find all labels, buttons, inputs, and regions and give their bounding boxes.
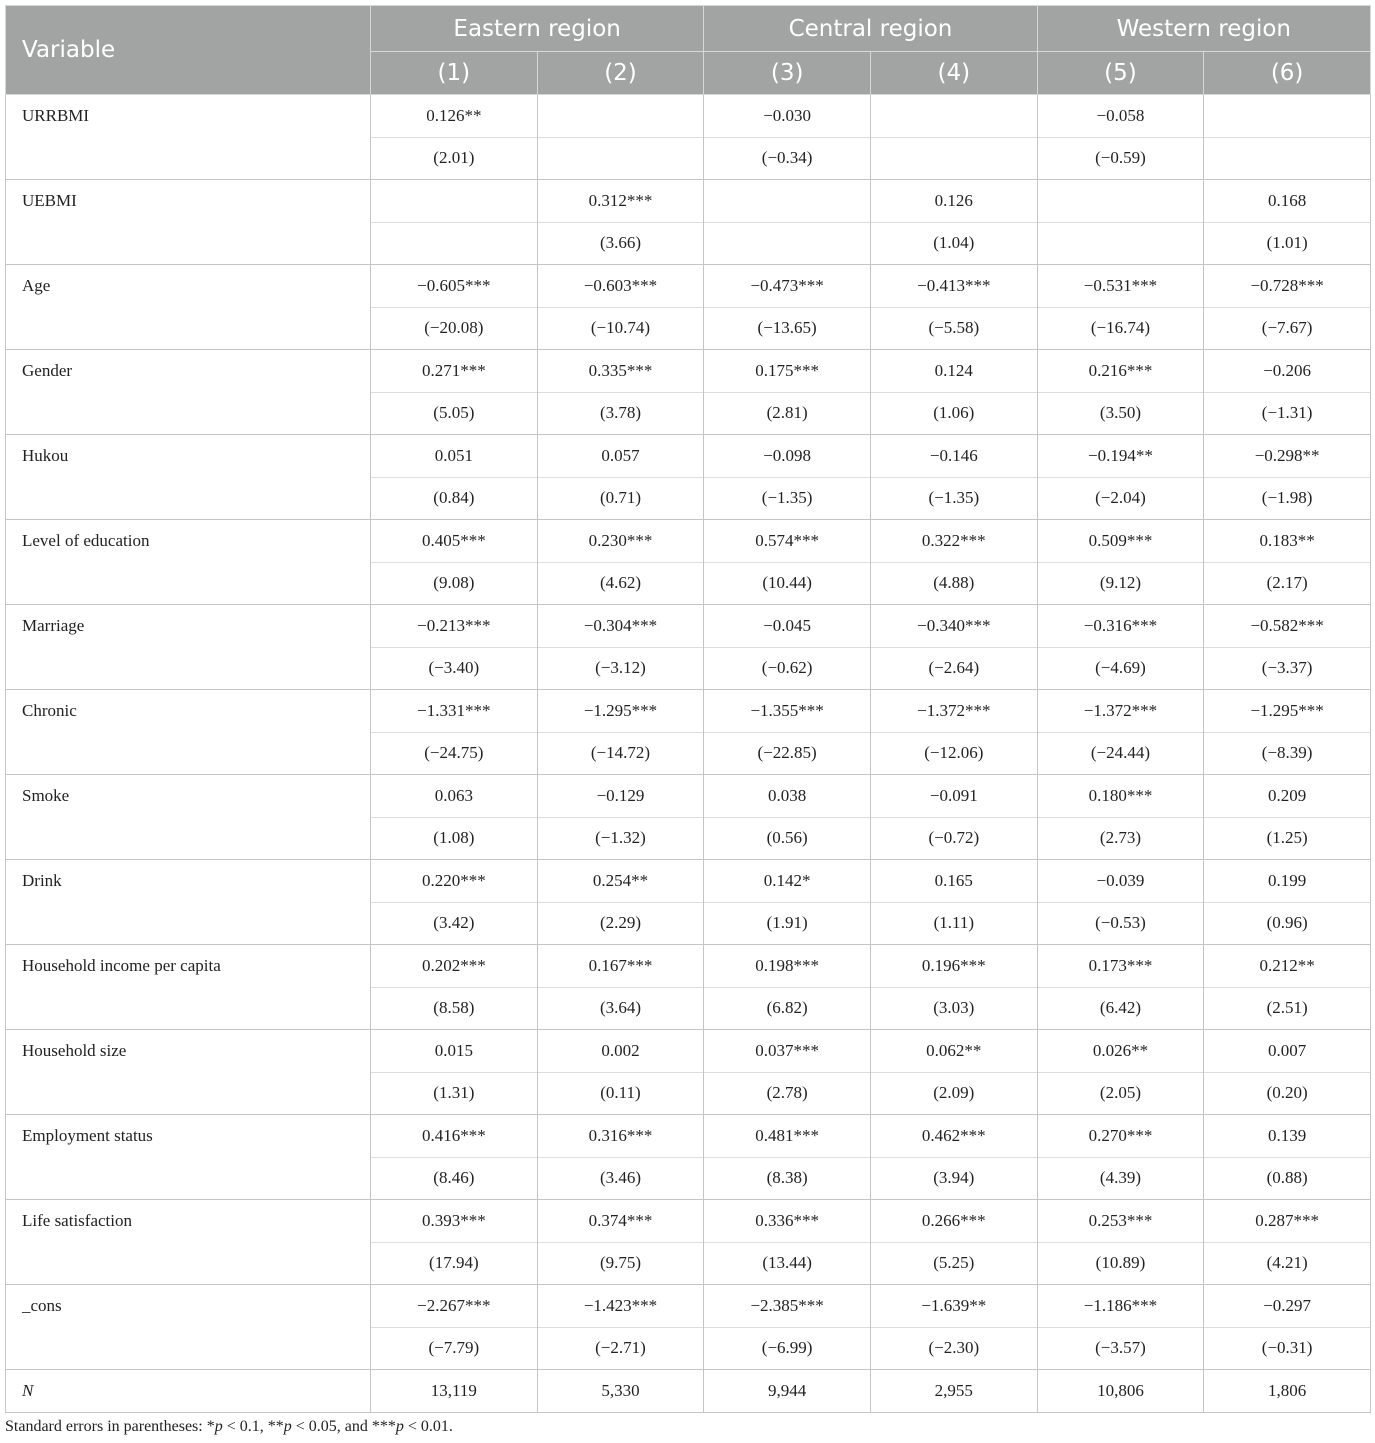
statistic-cell: (9.08) bbox=[371, 562, 538, 605]
statistic-cell: (3.78) bbox=[537, 392, 704, 435]
coefficient-cell: −0.316*** bbox=[1037, 605, 1204, 648]
statistic-cell: (−5.58) bbox=[870, 307, 1037, 350]
coefficient-cell: 0.336*** bbox=[704, 1200, 871, 1243]
statistic-cell: (−0.59) bbox=[1037, 137, 1204, 180]
statistic-cell: (1.91) bbox=[704, 902, 871, 945]
statistic-cell: (−2.30) bbox=[870, 1327, 1037, 1370]
coefficient-cell: 0.183** bbox=[1204, 520, 1371, 563]
coefficient-cell: −0.039 bbox=[1037, 860, 1204, 903]
statistic-cell: (2.17) bbox=[1204, 562, 1371, 605]
coefficient-cell: −0.030 bbox=[704, 95, 871, 138]
coefficient-cell: −1.423*** bbox=[537, 1285, 704, 1328]
table-body bbox=[6, 95, 1371, 1413]
coefficient-cell: 0.026** bbox=[1037, 1030, 1204, 1073]
statistic-cell: (8.58) bbox=[371, 987, 538, 1030]
variable-label: Gender bbox=[6, 350, 371, 435]
coefficient-cell: −0.213*** bbox=[371, 605, 538, 648]
statistic-cell: (−0.34) bbox=[704, 137, 871, 180]
variable-label: Life satisfaction bbox=[6, 1200, 371, 1285]
column-number: (6) bbox=[1204, 52, 1371, 95]
coefficient-cell: −0.413*** bbox=[870, 265, 1037, 308]
coefficient-cell: 0.509*** bbox=[1037, 520, 1204, 563]
table-row-coefficients bbox=[6, 95, 1371, 138]
table-row-coefficients bbox=[6, 690, 1371, 733]
coefficient-cell: −1.372*** bbox=[1037, 690, 1204, 733]
statistic-cell: (8.46) bbox=[371, 1157, 538, 1200]
statistic-cell: (6.42) bbox=[1037, 987, 1204, 1030]
coefficient-cell: 0.126** bbox=[371, 95, 538, 138]
coefficient-cell: 0.270*** bbox=[1037, 1115, 1204, 1158]
variable-label: Level of education bbox=[6, 520, 371, 605]
statistic-cell: (10.89) bbox=[1037, 1242, 1204, 1285]
table-row-coefficients bbox=[6, 1200, 1371, 1243]
observations-label: N bbox=[6, 1370, 371, 1413]
coefficient-cell: −1.295*** bbox=[537, 690, 704, 733]
table-row-coefficients bbox=[6, 1030, 1371, 1073]
coefficient-cell: 0.322*** bbox=[870, 520, 1037, 563]
statistic-cell: (1.25) bbox=[1204, 817, 1371, 860]
statistic-cell: (0.84) bbox=[371, 477, 538, 520]
statistic-cell: (4.62) bbox=[537, 562, 704, 605]
statistic-cell bbox=[371, 222, 538, 265]
coefficient-cell: 0.165 bbox=[870, 860, 1037, 903]
coefficient-cell: −0.045 bbox=[704, 605, 871, 648]
coefficient-cell: −0.129 bbox=[537, 775, 704, 818]
coefficient-cell: −0.340*** bbox=[870, 605, 1037, 648]
statistic-cell: (2.01) bbox=[371, 137, 538, 180]
coefficient-cell: 0.393*** bbox=[371, 1200, 538, 1243]
coefficient-cell: 0.230*** bbox=[537, 520, 704, 563]
statistic-cell: (0.96) bbox=[1204, 902, 1371, 945]
coefficient-cell: 0.002 bbox=[537, 1030, 704, 1073]
coefficient-cell: 0.405*** bbox=[371, 520, 538, 563]
coefficient-cell: 0.220*** bbox=[371, 860, 538, 903]
coefficient-cell: 0.007 bbox=[1204, 1030, 1371, 1073]
statistic-cell: (3.03) bbox=[870, 987, 1037, 1030]
coefficient-cell: −0.531*** bbox=[1037, 265, 1204, 308]
column-number: (1) bbox=[371, 52, 538, 95]
statistic-cell: (3.66) bbox=[537, 222, 704, 265]
statistic-cell: (1.04) bbox=[870, 222, 1037, 265]
regression-table bbox=[5, 5, 1371, 1413]
statistic-cell: (−0.72) bbox=[870, 817, 1037, 860]
coefficient-cell: −0.146 bbox=[870, 435, 1037, 478]
statistic-cell: (−24.75) bbox=[371, 732, 538, 775]
coefficient-cell bbox=[870, 95, 1037, 138]
coefficient-cell: 0.057 bbox=[537, 435, 704, 478]
coefficient-cell: 0.254** bbox=[537, 860, 704, 903]
statistic-cell: (5.05) bbox=[371, 392, 538, 435]
variable-label: Chronic bbox=[6, 690, 371, 775]
statistic-cell: (−3.57) bbox=[1037, 1327, 1204, 1370]
table-header bbox=[6, 6, 1371, 95]
coefficient-cell: 0.335*** bbox=[537, 350, 704, 393]
column-number: (5) bbox=[1037, 52, 1204, 95]
statistic-cell: (1.31) bbox=[371, 1072, 538, 1115]
statistic-cell: (8.38) bbox=[704, 1157, 871, 1200]
coefficient-cell: 0.374*** bbox=[537, 1200, 704, 1243]
statistic-cell: (3.46) bbox=[537, 1157, 704, 1200]
variable-label: UEBMI bbox=[6, 180, 371, 265]
coefficient-cell: −0.298** bbox=[1204, 435, 1371, 478]
statistic-cell: (−0.62) bbox=[704, 647, 871, 690]
coefficient-cell: 0.574*** bbox=[704, 520, 871, 563]
variable-label: Hukou bbox=[6, 435, 371, 520]
statistic-cell: (−0.31) bbox=[1204, 1327, 1371, 1370]
statistic-cell: (−13.65) bbox=[704, 307, 871, 350]
coefficient-cell: 0.462*** bbox=[870, 1115, 1037, 1158]
coefficient-cell bbox=[371, 180, 538, 223]
statistic-cell: (3.94) bbox=[870, 1157, 1037, 1200]
statistic-cell: (3.50) bbox=[1037, 392, 1204, 435]
statistic-cell: (9.75) bbox=[537, 1242, 704, 1285]
coefficient-cell: 0.202*** bbox=[371, 945, 538, 988]
coefficient-cell: 0.209 bbox=[1204, 775, 1371, 818]
coefficient-cell: 0.198*** bbox=[704, 945, 871, 988]
statistic-cell bbox=[1204, 137, 1371, 180]
coefficient-cell: −0.098 bbox=[704, 435, 871, 478]
coefficient-cell: 0.212** bbox=[1204, 945, 1371, 988]
table-row-coefficients bbox=[6, 775, 1371, 818]
statistic-cell: (17.94) bbox=[371, 1242, 538, 1285]
coefficient-cell bbox=[1204, 95, 1371, 138]
variable-label: _cons bbox=[6, 1285, 371, 1370]
statistic-cell bbox=[870, 137, 1037, 180]
coefficient-cell bbox=[704, 180, 871, 223]
statistic-cell: (2.73) bbox=[1037, 817, 1204, 860]
variable-label: Employment status bbox=[6, 1115, 371, 1200]
statistic-cell: (1.11) bbox=[870, 902, 1037, 945]
coefficient-cell: −0.206 bbox=[1204, 350, 1371, 393]
statistic-cell: (−14.72) bbox=[537, 732, 704, 775]
statistic-cell: (−3.40) bbox=[371, 647, 538, 690]
variable-label: Age bbox=[6, 265, 371, 350]
coefficient-cell: 0.142* bbox=[704, 860, 871, 903]
coefficient-cell: −0.058 bbox=[1037, 95, 1204, 138]
coefficient-cell: −1.295*** bbox=[1204, 690, 1371, 733]
observations-cell: 1,806 bbox=[1204, 1370, 1371, 1413]
region-header-eastern: Eastern region bbox=[371, 6, 704, 52]
coefficient-cell: 0.287*** bbox=[1204, 1200, 1371, 1243]
statistic-cell: (0.56) bbox=[704, 817, 871, 860]
table-row-coefficients bbox=[6, 265, 1371, 308]
coefficient-cell: 0.196*** bbox=[870, 945, 1037, 988]
variable-label: Household income per capita bbox=[6, 945, 371, 1030]
coefficient-cell: −0.728*** bbox=[1204, 265, 1371, 308]
coefficient-cell: −2.385*** bbox=[704, 1285, 871, 1328]
coefficient-cell: 0.253*** bbox=[1037, 1200, 1204, 1243]
table-row-coefficients bbox=[6, 860, 1371, 903]
column-number: (4) bbox=[870, 52, 1037, 95]
statistic-cell: (10.44) bbox=[704, 562, 871, 605]
coefficient-cell: −0.473*** bbox=[704, 265, 871, 308]
coefficient-cell: 0.167*** bbox=[537, 945, 704, 988]
statistic-cell: (3.64) bbox=[537, 987, 704, 1030]
statistic-cell: (−1.35) bbox=[704, 477, 871, 520]
statistic-cell: (4.39) bbox=[1037, 1157, 1204, 1200]
coefficient-cell bbox=[1037, 180, 1204, 223]
coefficient-cell: 0.216*** bbox=[1037, 350, 1204, 393]
statistic-cell: (−2.71) bbox=[537, 1327, 704, 1370]
statistic-cell: (−3.12) bbox=[537, 647, 704, 690]
coefficient-cell: 0.312*** bbox=[537, 180, 704, 223]
statistic-cell: (−0.53) bbox=[1037, 902, 1204, 945]
table-row-coefficients bbox=[6, 1115, 1371, 1158]
observations-cell: 9,944 bbox=[704, 1370, 871, 1413]
coefficient-cell: −0.603*** bbox=[537, 265, 704, 308]
statistic-cell: (−2.64) bbox=[870, 647, 1037, 690]
coefficient-cell: 0.126 bbox=[870, 180, 1037, 223]
coefficient-cell: −1.355*** bbox=[704, 690, 871, 733]
statistic-cell: (−8.39) bbox=[1204, 732, 1371, 775]
statistic-cell: (−2.04) bbox=[1037, 477, 1204, 520]
statistic-cell: (1.01) bbox=[1204, 222, 1371, 265]
coefficient-cell: 0.062** bbox=[870, 1030, 1037, 1073]
variable-label: Drink bbox=[6, 860, 371, 945]
observations-cell: 5,330 bbox=[537, 1370, 704, 1413]
coefficient-cell: −0.304*** bbox=[537, 605, 704, 648]
coefficient-cell: −1.186*** bbox=[1037, 1285, 1204, 1328]
variable-label: URRBMI bbox=[6, 95, 371, 180]
coefficient-cell: 0.168 bbox=[1204, 180, 1371, 223]
coefficient-cell: −0.194** bbox=[1037, 435, 1204, 478]
table-row-coefficients bbox=[6, 350, 1371, 393]
statistic-cell: (2.51) bbox=[1204, 987, 1371, 1030]
coefficient-cell: 0.416*** bbox=[371, 1115, 538, 1158]
observations-cell: 13,119 bbox=[371, 1370, 538, 1413]
statistic-cell: (−1.35) bbox=[870, 477, 1037, 520]
statistic-cell: (−22.85) bbox=[704, 732, 871, 775]
coefficient-cell: 0.266*** bbox=[870, 1200, 1037, 1243]
statistic-cell: (−12.06) bbox=[870, 732, 1037, 775]
statistic-cell: (0.20) bbox=[1204, 1072, 1371, 1115]
region-header-central: Central region bbox=[704, 6, 1037, 52]
coefficient-cell: −1.372*** bbox=[870, 690, 1037, 733]
table-row-observations bbox=[6, 1370, 1371, 1413]
statistic-cell: (0.71) bbox=[537, 477, 704, 520]
statistic-cell: (2.81) bbox=[704, 392, 871, 435]
statistic-cell: (1.08) bbox=[371, 817, 538, 860]
table-row-coefficients bbox=[6, 435, 1371, 478]
statistic-cell bbox=[704, 222, 871, 265]
coefficient-cell: −1.331*** bbox=[371, 690, 538, 733]
coefficient-cell: −1.639** bbox=[870, 1285, 1037, 1328]
statistic-cell: (2.29) bbox=[537, 902, 704, 945]
statistic-cell: (−10.74) bbox=[537, 307, 704, 350]
coefficient-cell: 0.173*** bbox=[1037, 945, 1204, 988]
statistic-cell: (3.42) bbox=[371, 902, 538, 945]
coefficient-cell: 0.180*** bbox=[1037, 775, 1204, 818]
statistic-cell: (6.82) bbox=[704, 987, 871, 1030]
variable-label: Marriage bbox=[6, 605, 371, 690]
statistic-cell: (−3.37) bbox=[1204, 647, 1371, 690]
coefficient-cell: 0.051 bbox=[371, 435, 538, 478]
statistic-cell: (−1.31) bbox=[1204, 392, 1371, 435]
observations-cell: 10,806 bbox=[1037, 1370, 1204, 1413]
table-row-coefficients bbox=[6, 605, 1371, 648]
variable-header: Variable bbox=[6, 6, 371, 95]
coefficient-cell: −0.605*** bbox=[371, 265, 538, 308]
statistic-cell: (2.05) bbox=[1037, 1072, 1204, 1115]
coefficient-cell: 0.038 bbox=[704, 775, 871, 818]
coefficient-cell: 0.063 bbox=[371, 775, 538, 818]
statistic-cell: (−1.98) bbox=[1204, 477, 1371, 520]
column-number: (2) bbox=[537, 52, 704, 95]
statistic-cell: (1.06) bbox=[870, 392, 1037, 435]
statistic-cell: (−1.32) bbox=[537, 817, 704, 860]
coefficient-cell: 0.316*** bbox=[537, 1115, 704, 1158]
statistic-cell bbox=[1037, 222, 1204, 265]
statistic-cell: (−6.99) bbox=[704, 1327, 871, 1370]
coefficient-cell: 0.199 bbox=[1204, 860, 1371, 903]
statistic-cell: (2.09) bbox=[870, 1072, 1037, 1115]
coefficient-cell: 0.481*** bbox=[704, 1115, 871, 1158]
column-number: (3) bbox=[704, 52, 871, 95]
statistic-cell bbox=[537, 137, 704, 180]
table-row-coefficients bbox=[6, 520, 1371, 563]
coefficient-cell: 0.139 bbox=[1204, 1115, 1371, 1158]
statistic-cell: (−7.79) bbox=[371, 1327, 538, 1370]
coefficient-cell: −2.267*** bbox=[371, 1285, 538, 1328]
statistic-cell: (0.88) bbox=[1204, 1157, 1371, 1200]
statistic-cell: (−24.44) bbox=[1037, 732, 1204, 775]
table-footnote: Standard errors in parentheses: *p < 0.1, **p < 0.05, and ***p < 0.01. bbox=[5, 1418, 453, 1435]
statistic-cell: (5.25) bbox=[870, 1242, 1037, 1285]
coefficient-cell bbox=[537, 95, 704, 138]
statistic-cell: (9.12) bbox=[1037, 562, 1204, 605]
coefficient-cell: 0.015 bbox=[371, 1030, 538, 1073]
statistic-cell: (0.11) bbox=[537, 1072, 704, 1115]
table-row-coefficients bbox=[6, 1285, 1371, 1328]
statistic-cell: (−7.67) bbox=[1204, 307, 1371, 350]
statistic-cell: (13.44) bbox=[704, 1242, 871, 1285]
statistic-cell: (2.78) bbox=[704, 1072, 871, 1115]
coefficient-cell: 0.124 bbox=[870, 350, 1037, 393]
statistic-cell: (−16.74) bbox=[1037, 307, 1204, 350]
coefficient-cell: 0.271*** bbox=[371, 350, 538, 393]
statistic-cell: (−4.69) bbox=[1037, 647, 1204, 690]
coefficient-cell: −0.297 bbox=[1204, 1285, 1371, 1328]
statistic-cell: (4.88) bbox=[870, 562, 1037, 605]
coefficient-cell: 0.037*** bbox=[704, 1030, 871, 1073]
variable-label: Household size bbox=[6, 1030, 371, 1115]
coefficient-cell: 0.175*** bbox=[704, 350, 871, 393]
statistic-cell: (−20.08) bbox=[371, 307, 538, 350]
table-row-coefficients bbox=[6, 945, 1371, 988]
region-header-western: Western region bbox=[1037, 6, 1370, 52]
observations-cell: 2,955 bbox=[870, 1370, 1037, 1413]
coefficient-cell: −0.582*** bbox=[1204, 605, 1371, 648]
coefficient-cell: −0.091 bbox=[870, 775, 1037, 818]
variable-label: Smoke bbox=[6, 775, 371, 860]
table-row-coefficients bbox=[6, 180, 1371, 223]
statistic-cell: (4.21) bbox=[1204, 1242, 1371, 1285]
